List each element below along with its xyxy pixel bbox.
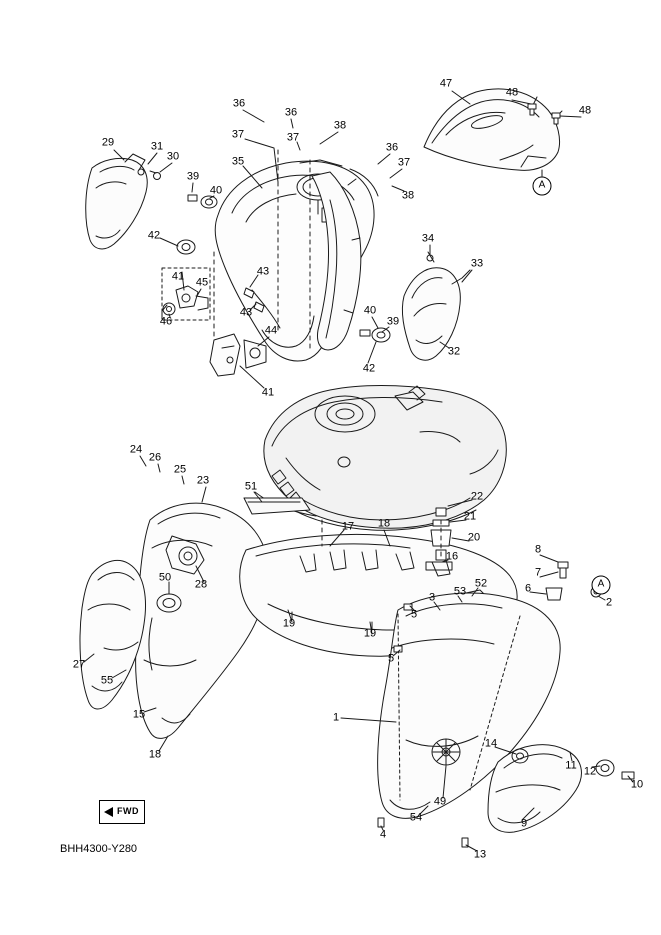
callout-45: 45 [195,276,209,289]
callout-5: 5 [410,608,418,621]
callout-35: 35 [231,155,245,168]
callout-38: 38 [333,119,347,132]
callout-44: 44 [264,324,278,337]
callout-36: 36 [232,97,246,110]
callout-10: 10 [630,778,644,791]
callout-25: 25 [173,463,187,476]
callout-7: 7 [534,566,542,579]
callout-55: 55 [100,674,114,687]
callout-9: 9 [520,817,528,830]
callout-47: 47 [439,77,453,90]
callout-38b: 38 [401,189,415,202]
callout-13: 13 [473,848,487,861]
callout-40b: 40 [363,304,377,317]
callout-18b: 18 [148,748,162,761]
fwd-direction-marker [99,800,145,824]
callout-6: 6 [524,582,532,595]
callout-40: 40 [209,184,223,197]
callout-29: 29 [101,136,115,149]
callout-33: 33 [470,257,484,270]
callout-36b: 36 [284,106,298,119]
callout-2: 2 [605,596,613,609]
callout-18: 18 [377,517,391,530]
callout-26: 26 [148,451,162,464]
callout-36c: 36 [385,141,399,154]
callout-4: 4 [379,828,387,841]
callout-15: 15 [132,708,146,721]
callout-54: 54 [409,811,423,824]
callout-23: 23 [196,474,210,487]
callout-30: 30 [166,150,180,163]
callout-52: 52 [474,577,488,590]
reference-circle-a-top: A [533,177,552,196]
callout-16: 16 [445,550,459,563]
callout-39b: 39 [386,315,400,328]
callout-46: 46 [159,315,173,328]
callout-8: 8 [534,543,542,556]
callout-3: 3 [428,591,436,604]
callout-27: 27 [72,658,86,671]
callout-20: 20 [467,531,481,544]
callout-43b: 43 [239,306,253,319]
callout-49: 49 [433,795,447,808]
callout-41b: 41 [261,386,275,399]
callout-32: 32 [447,345,461,358]
callout-31: 31 [150,140,164,153]
callout-12: 12 [583,765,597,778]
callout-37b: 37 [286,131,300,144]
callout-41: 41 [171,270,185,283]
callout-42b: 42 [362,362,376,375]
callout-43: 43 [256,265,270,278]
callout-37c: 37 [397,156,411,169]
callout-14: 14 [484,737,498,750]
left-arrow-icon [104,807,113,817]
callout-53: 53 [453,585,467,598]
callout-19b: 19 [282,617,296,630]
callout-50: 50 [158,571,172,584]
callout-39: 39 [186,170,200,183]
callout-22: 22 [470,490,484,503]
fwd-label: FWD [117,806,139,816]
callout-21: 21 [463,510,477,523]
callout-24: 24 [129,443,143,456]
callout-37: 37 [231,128,245,141]
part-code: BHH4300-Y280 [60,843,138,855]
callout-19: 19 [363,627,377,640]
callout-34: 34 [421,232,435,245]
callout-1: 1 [332,711,340,724]
callout-51: 51 [244,480,258,493]
callout-42: 42 [147,229,161,242]
callout-5b: 5 [387,652,395,665]
callout-28: 28 [194,578,208,591]
callout-48: 48 [505,86,519,99]
callout-48b: 48 [578,104,592,117]
callout-17: 17 [341,520,355,533]
callout-11: 11 [565,759,577,772]
reference-circle-a-bottom: A [592,576,611,595]
